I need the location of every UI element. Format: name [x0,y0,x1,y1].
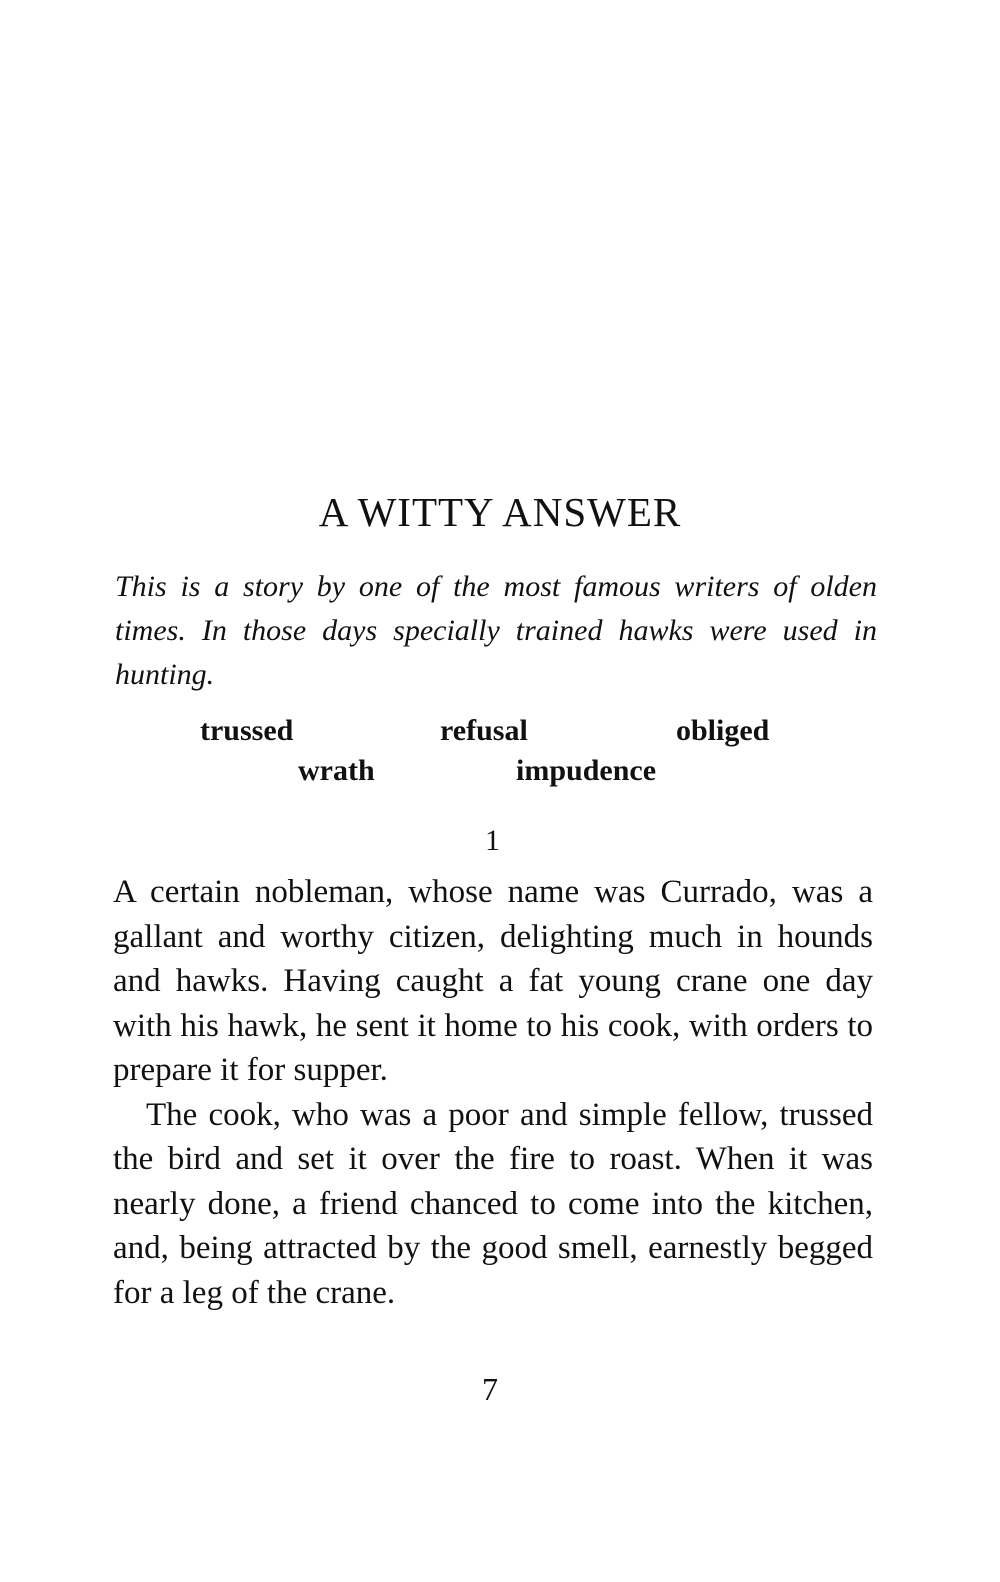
paragraph: A certain nobleman, whose name was Currado, was a gallant and worthy citizen, delighting much in hounds and hawks. Having caught a fat young crane one day with his hawk, he sent it home to his cook, with orders to prepare it for supper. [113,874,873,1088]
vocab-word: obliged [676,714,770,747]
vocab-word: refusal [440,714,528,747]
story-body [113,870,873,1315]
vocab-word: wrath [298,754,375,787]
page-number: 7 [482,1371,498,1407]
story-title: A WITTY ANSWER [318,489,682,535]
intro-note: This is a story by one of the most famous writers of olden times. In those days specially trained hawks were used in hunting. [115,570,877,691]
paragraph: The cook, who was a poor and simple fellow, trussed the bird and set it over the fire to roast. When it was nearly done, a friend chanced to come into the kitchen, and, being attracted by the good smell, earnestly begged for a leg of the crane. [113,1096,873,1311]
section-number: 1 [485,824,500,857]
vocab-word: impudence [516,754,657,787]
vocab-word: trussed [200,714,294,747]
